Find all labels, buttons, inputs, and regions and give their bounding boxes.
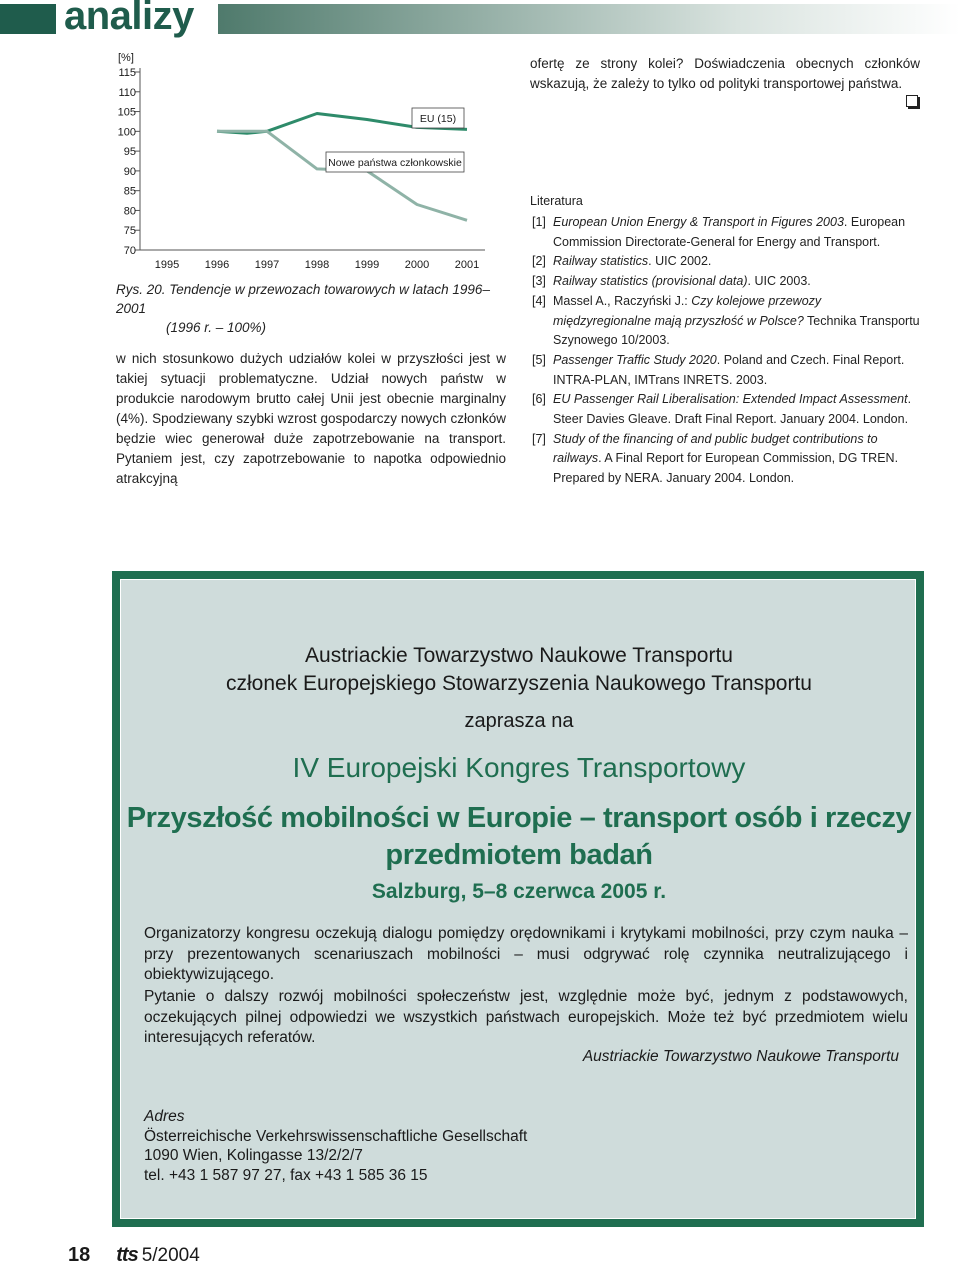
section-title: analizy: [64, 0, 194, 38]
y-tick-label: 100: [117, 126, 136, 139]
y-tick-label: 105: [117, 106, 136, 119]
section-header: [0, 0, 960, 38]
organizer-membership: członek Europejskiego Stowarzyszenia Naukowego Transportu: [226, 672, 812, 695]
x-tick-label: 1999: [354, 259, 380, 271]
reference-details: . UIC 2002.: [648, 254, 712, 269]
y-tick-label: 110: [118, 86, 136, 99]
reference-item: [532, 272, 920, 292]
figure-caption-line2: (1996 r. – 100%): [166, 320, 267, 335]
reference-details: Technika Transportu Szynowego 10/2003.: [553, 313, 920, 348]
reference-title: Czy kolejowe przewozy międzyregionalne mają przyszłość w Polsce?: [553, 293, 822, 328]
congress-theme: Przyszłość mobilności w Europie – transport osób i rzeczy przedmiotem badań: [126, 802, 912, 871]
x-tick-label: 1995: [154, 259, 180, 271]
right-column-text: ofertę ze strony kolei? Doświadczenia obecnych członków wskazują, że zależy to tylko od polityki transportowej państwa.: [530, 56, 920, 91]
reference-details: . UIC 2003.: [747, 274, 811, 289]
figure-caption: [116, 280, 506, 337]
announcement-panel: [120, 579, 916, 1219]
reference-title: European Union Energy & Transport in Figures 2003: [553, 215, 844, 229]
congress-place-date: Salzburg, 5–8 czerwca 2005 r.: [371, 880, 667, 903]
issue-number: 5/2004: [141, 1245, 200, 1266]
reference-number: [7]: [532, 431, 546, 446]
header-square: [0, 4, 56, 34]
page-number: 18: [68, 1244, 91, 1266]
address-block: [144, 1107, 527, 1185]
left-column-text: w nich stosunkowo dużych udziałów kolei w przyszłości jest w takiej sytuacji problematyczne. Udział nowych państw w produkcie narodowym brutto całej Unii jest obecnie marginalny (4%). Spodziewany szybki wzrost gospodarczy nowych członków będzie wiec generował duże zapotrzebowanie na transport. Pytaniem jest, czy zapotrzebowanie to napotka odpowiednio atrakcyjną: [116, 351, 506, 486]
reference-title: Passenger Traffic Study 2020: [553, 352, 717, 367]
reference-title: Railway statistics: [553, 254, 649, 269]
announcement-signature: Austriackie Towarzystwo Naukowe Transportu: [582, 1048, 899, 1065]
series-label-new-members: Nowe państwa członkowskie: [328, 157, 462, 169]
y-tick-label: 115: [118, 67, 136, 79]
y-axis-unit: [%]: [118, 52, 134, 64]
x-tick-label: 1998: [304, 259, 330, 271]
reference-number: [6]: [532, 392, 546, 407]
reference-item: [532, 252, 920, 272]
reference-number: [2]: [532, 254, 546, 269]
series-line-new-members: [217, 131, 467, 220]
announcement-paragraph-2: Pytanie o dalszy rozwój mobilności społeczeństw jest, względnie może być, jednym z podstawowych, oczekujących pilnej odpowiedzi we wszystkich państwach europejskich. Może też być przedmiotem wielu interesujących referatów.: [144, 988, 908, 1046]
y-tick-label: 80: [123, 205, 136, 218]
reference-number: [1]: [532, 215, 546, 229]
literature-heading: Literatura: [530, 194, 583, 208]
y-tick-label: 75: [123, 225, 136, 238]
reference-item: [532, 351, 920, 390]
y-tick-label: 95: [123, 146, 136, 159]
freight-trend-chart: [100, 46, 500, 278]
reference-details: . European Commission Directorate-General for Energy and Transport.: [553, 215, 906, 249]
reference-title: Railway statistics (provisional data): [553, 274, 748, 289]
reference-number: [3]: [532, 274, 546, 289]
header-gradient-bar: [218, 4, 960, 34]
reference-number: [4]: [532, 293, 546, 308]
reference-details: . Steer Davies Gleave. Draft Final Report. January 2004. London.: [553, 392, 912, 427]
reference-details: . A Final Report for European Commission, DG TREN. Prepared by NERA. January 2004. London.: [553, 451, 899, 486]
reference-text: [553, 213, 920, 252]
invite-text: zaprasza na: [464, 710, 574, 732]
figure-caption-line1: Rys. 20. Tendencje w przewozach towarowych w latach 1996–2001: [116, 282, 490, 316]
x-tick-label: 2000: [404, 259, 430, 271]
address-label: Adres: [144, 1108, 185, 1125]
x-tick-label: 2001: [454, 259, 480, 271]
reference-authors: Massel A., Raczyński J.:: [553, 293, 692, 308]
end-of-article-mark: [906, 95, 918, 107]
congress-title: IV Europejski Kongres Transportowy: [292, 752, 746, 783]
congress-announcement: [112, 571, 924, 1227]
reference-text: [553, 351, 920, 390]
address-line-2: 1090 Wien, Kolingasse 13/2/2/7: [144, 1147, 363, 1164]
magazine-logo: tts: [116, 1244, 138, 1266]
announcement-paragraph-1: Organizatorzy kongresu oczekują dialogu pomiędzy orędownikami i krytykami mobilności, przy czym nauka – przy prezentowanych scenariuszach mobilności – musi odgrywać rolę czynnika neutralizującego i obiektywizującego.: [144, 925, 908, 983]
organizer-name: Austriackie Towarzystwo Naukowe Transportu: [305, 644, 733, 667]
reference-item: [532, 430, 920, 489]
reference-title: EU Passenger Rail Liberalisation: Extended Impact Assessment: [553, 392, 908, 407]
reference-details: . Poland and Czech. Final Report. INTRA-PLAN, IMTrans INRETS. 2003.: [553, 352, 905, 387]
address-line-1: Österreichische Verkehrswissenschaftliche Gesellschaft: [144, 1127, 528, 1145]
reference-text: [553, 390, 920, 429]
reference-item: [532, 292, 920, 351]
reference-list: [532, 213, 920, 489]
reference-title: Study of the financing of and public budget contributions to railways: [553, 431, 878, 466]
reference-text: [553, 430, 920, 489]
y-tick-label: 90: [123, 165, 136, 178]
series-label-eu15: EU (15): [419, 113, 457, 125]
y-tick-label: 70: [123, 245, 136, 257]
y-tick-label: 85: [123, 185, 136, 198]
reference-text: [553, 272, 920, 292]
x-tick-label: 1997: [254, 259, 280, 271]
x-tick-label: 1996: [204, 259, 230, 271]
reference-number: [5]: [532, 352, 546, 367]
reference-item: [532, 390, 920, 429]
reference-text: [553, 292, 920, 351]
reference-text: [553, 252, 920, 272]
address-line-3: tel. +43 1 587 97 27, fax +43 1 585 36 15: [144, 1166, 428, 1184]
reference-item: [532, 213, 920, 252]
